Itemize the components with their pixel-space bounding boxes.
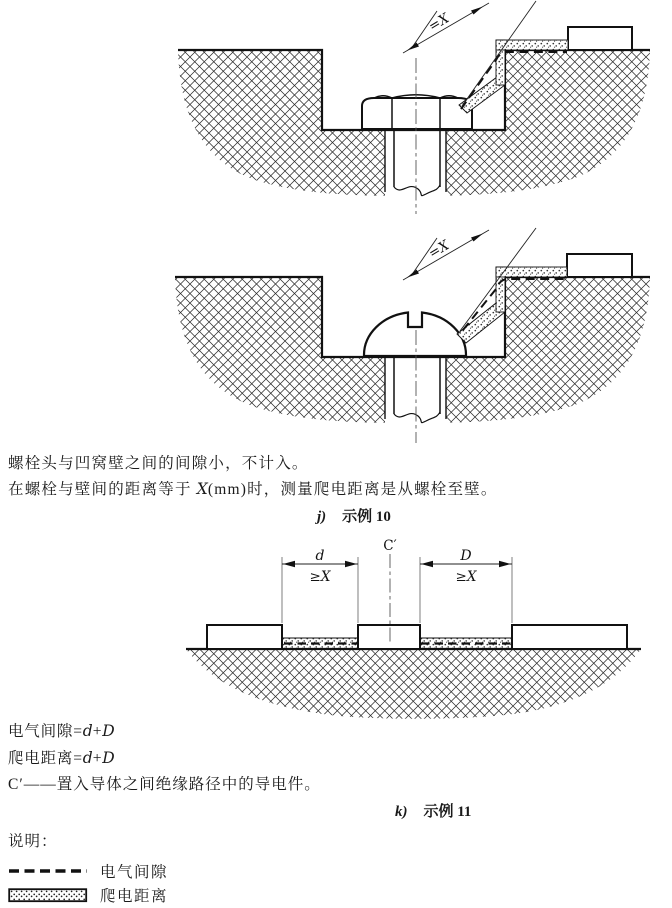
c-prime-note — [8, 772, 321, 794]
conductive-block — [568, 27, 632, 50]
caption-letter: j) — [317, 509, 327, 525]
conductive-block — [567, 254, 632, 277]
legend-creepage-label: 爬电距离 — [100, 888, 169, 905]
c-prime-text: ——置入导体之间绝缘路径中的导电件。 — [23, 776, 321, 793]
clearance-dash-swatch — [8, 866, 88, 876]
example-10-caption — [317, 505, 391, 526]
label-d: d — [315, 548, 325, 564]
dimension-label: =X — [425, 10, 453, 35]
label-c-prime: C′ — [383, 538, 397, 554]
eq-pre: 电气间隙= — [8, 723, 83, 740]
legend-title: 说明： — [8, 833, 58, 850]
round-screw-recess-diagram — [0, 227, 672, 449]
dimension-D — [420, 548, 512, 585]
caption-text: 示例 11 — [423, 804, 472, 820]
label-geq-x-right: ≥X — [455, 569, 477, 585]
dimension-label: =X — [425, 237, 453, 262]
note-line-2-pre: 在螺栓与壁间的距离等于 — [8, 481, 197, 498]
hex-bolt-recess-diagram — [0, 0, 672, 222]
ground-crosshatch — [186, 649, 641, 719]
spacing-diagram — [0, 535, 672, 723]
eq-var-d: d — [82, 722, 93, 740]
eq-plus: + — [92, 723, 103, 740]
label-geq-x-left: ≥X — [309, 569, 331, 585]
legend-creepage-row — [8, 884, 168, 906]
creepage-equation — [8, 746, 115, 768]
clearance-equation — [8, 719, 115, 741]
legend-clearance-label: 电气间隙 — [100, 864, 169, 881]
conductor-blocks — [207, 625, 627, 649]
eq-var-D: D — [102, 749, 115, 767]
extension-lines — [282, 557, 512, 623]
caption-letter: k) — [395, 804, 408, 820]
eq-plus: + — [92, 750, 103, 767]
c-prime-symbol: C′ — [8, 776, 24, 793]
note-line-2 — [8, 477, 498, 499]
note-line-2-var: X — [196, 480, 208, 498]
eq-pre: 爬电距离= — [8, 750, 83, 767]
note-line-1: 螺栓头与凹窝壁之间的间隙小，不计入。 — [8, 455, 309, 472]
eq-var-d: d — [82, 749, 93, 767]
eq-var-D: D — [102, 722, 115, 740]
hex-bolt-head — [362, 95, 472, 129]
dimension-d — [282, 548, 358, 585]
creepage-stipple-swatch — [8, 888, 88, 903]
note-line-2-post: (mm)时，测量爬电距离是从螺栓至壁。 — [207, 481, 498, 498]
caption-text: 示例 10 — [342, 509, 391, 525]
label-D: D — [460, 548, 472, 564]
legend-clearance-row — [8, 860, 168, 882]
example-11-caption — [395, 800, 471, 821]
